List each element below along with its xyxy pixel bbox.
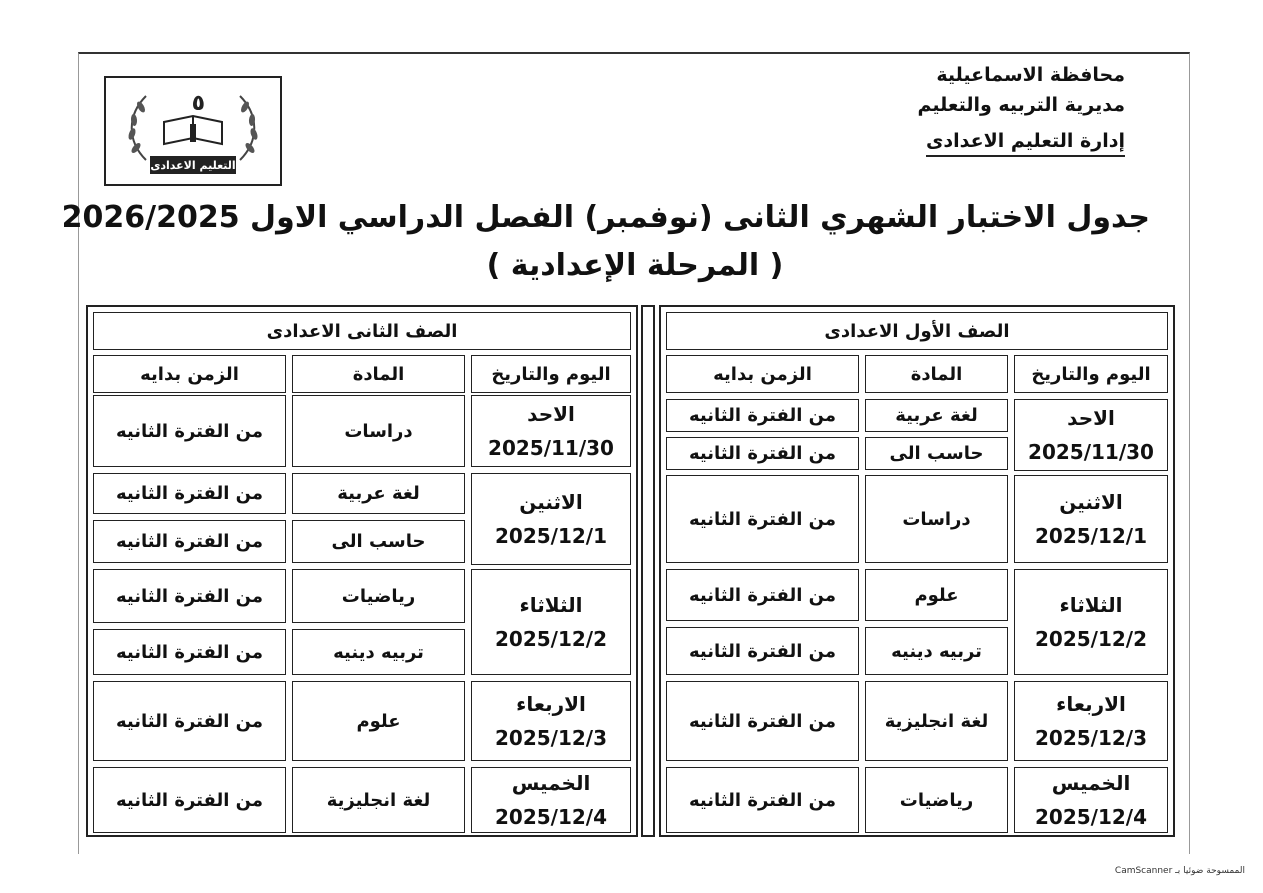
day-date: 2025/12/4 — [1034, 805, 1148, 829]
day-date: 2025/12/1 — [494, 524, 608, 548]
governorate-name: محافظة الاسماعيلية — [936, 64, 1125, 86]
preparatory-education-logo — [104, 76, 282, 186]
day-name: الخميس — [511, 771, 591, 795]
grade2-subject-computer: حاسب الى — [292, 520, 465, 563]
grade2-subject-social-studies: دراسات — [292, 395, 465, 467]
logo-banner-text: التعليم الاعدادى — [150, 159, 236, 172]
day-name: الاربعاء — [516, 692, 586, 716]
grade2-schedule — [86, 305, 638, 837]
day-date: 2025/12/2 — [494, 627, 608, 651]
grade1-time: من الفترة الثانيه — [666, 569, 859, 621]
day-name: الاربعاء — [1056, 692, 1126, 716]
grade2-time: من الفترة الثانيه — [93, 569, 286, 623]
day-date: 2025/12/4 — [494, 805, 608, 829]
grade1-subject-english: لغة انجليزية — [865, 681, 1008, 761]
grade2-time: من الفترة الثانيه — [93, 681, 286, 761]
day-name: الاثنين — [519, 490, 583, 514]
grade1-subject-math: رياضيات — [865, 767, 1008, 833]
grade2-title: الصف الثانى الاعدادى — [93, 312, 631, 350]
grade1-time: من الفترة الثانيه — [666, 627, 859, 675]
grade1-title: الصف الأول الاعدادى — [666, 312, 1168, 350]
grade1-col-subject: المادة — [865, 355, 1008, 393]
column-separator — [641, 305, 655, 837]
grade2-day-monday — [471, 473, 631, 565]
day-name: الثلاثاء — [519, 593, 583, 617]
grade1-day-wednesday — [1014, 681, 1168, 761]
grade2-day-thursday — [471, 767, 631, 833]
logo-emblem-icon — [106, 78, 280, 184]
scanner-watermark: الممسوحة ضوئيا بـ CamScanner — [1114, 866, 1245, 876]
administration-name: إدارة التعليم الاعدادى — [926, 130, 1125, 157]
grade1-time: من الفترة الثانيه — [666, 399, 859, 432]
grade2-day-tuesday — [471, 569, 631, 675]
grade2-subject-religion: تربيه دينيه — [292, 629, 465, 675]
grade2-time: من الفترة الثانيه — [93, 629, 286, 675]
grade2-day-sunday — [471, 395, 631, 467]
grade2-time: من الفترة الثانيه — [93, 473, 286, 514]
day-name: الثلاثاء — [1059, 593, 1123, 617]
grade2-col-time: الزمن بدايه — [93, 355, 286, 393]
grade1-schedule — [659, 305, 1175, 837]
grade2-subject-science: علوم — [292, 681, 465, 761]
grade1-subject-religion: تربيه دينيه — [865, 627, 1008, 675]
day-date: 2025/11/30 — [1028, 440, 1154, 464]
grade2-time: من الفترة الثانيه — [93, 767, 286, 833]
grade1-subject-computer: حاسب الى — [865, 437, 1008, 470]
grade2-day-wednesday — [471, 681, 631, 761]
grade1-col-day: اليوم والتاريخ — [1014, 355, 1168, 393]
grade1-day-monday — [1014, 475, 1168, 563]
grade2-time: من الفترة الثانيه — [93, 395, 286, 467]
grade1-subject-social-studies: دراسات — [865, 475, 1008, 563]
day-date: 2025/12/2 — [1034, 627, 1148, 651]
grade1-day-thursday — [1014, 767, 1168, 833]
logo-numeral: ٥ — [191, 91, 205, 116]
day-name: الاحد — [527, 402, 575, 426]
grade1-col-time: الزمن بدايه — [666, 355, 859, 393]
grade2-col-subject: المادة — [292, 355, 465, 393]
grade1-subject-science: علوم — [865, 569, 1008, 621]
day-date: 2025/12/3 — [494, 726, 608, 750]
grade1-day-tuesday — [1014, 569, 1168, 675]
grade1-time: من الفترة الثانيه — [666, 437, 859, 470]
grade1-subject-arabic: لغة عربية — [865, 399, 1008, 432]
grade1-day-sunday — [1014, 399, 1168, 471]
grade2-col-day: اليوم والتاريخ — [471, 355, 631, 393]
grade2-subject-english: لغة انجليزية — [292, 767, 465, 833]
day-date: 2025/12/3 — [1034, 726, 1148, 750]
grade1-time: من الفترة الثانيه — [666, 767, 859, 833]
grade1-time: من الفترة الثانيه — [666, 681, 859, 761]
page-title: جدول الاختبار الشهري الثانى (نوفمبر) الفصل الدراسي الاول 2026/2025 — [61, 200, 1150, 235]
grade2-time: من الفترة الثانيه — [93, 520, 286, 563]
directorate-name: مديرية التربيه والتعليم — [917, 94, 1125, 116]
day-date: 2025/11/30 — [488, 436, 614, 460]
page-subtitle: ( المرحلة الإعدادية ) — [486, 248, 784, 283]
grade2-subject-math: رياضيات — [292, 569, 465, 623]
grade1-time: من الفترة الثانيه — [666, 475, 859, 563]
day-name: الاحد — [1067, 406, 1115, 430]
grade2-subject-arabic: لغة عربية — [292, 473, 465, 514]
day-date: 2025/12/1 — [1034, 524, 1148, 548]
day-name: الاثنين — [1059, 490, 1123, 514]
day-name: الخميس — [1051, 771, 1131, 795]
